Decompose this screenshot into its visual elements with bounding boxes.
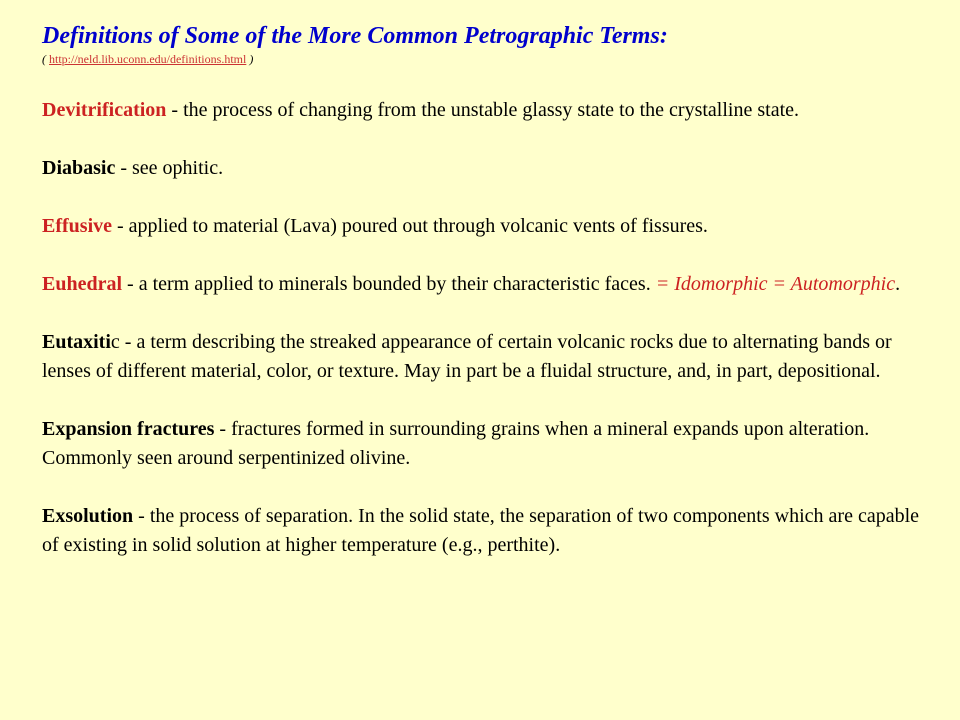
definition-text: - the process of separation. In the solid state, the separation of two components which are capable of existing in solid solution at higher temperature (e.g., perthite).	[42, 505, 920, 556]
term-diabasic: Diabasic	[42, 157, 116, 179]
definition-tail: .	[895, 273, 901, 295]
definition-exsolution	[42, 502, 922, 560]
term-euhedral: Euhedral	[42, 273, 123, 295]
source-close-paren: )	[246, 52, 254, 66]
definition-text: - a term applied to minerals bounded by their characteristic faces.	[122, 273, 656, 295]
definition-devitrification	[42, 96, 922, 125]
term-exsolution: Exsolution	[42, 505, 134, 527]
definition-eutaxitic	[42, 328, 922, 386]
source-open-paren: (	[42, 52, 49, 66]
synonyms: = Idomorphic = Automorphic	[655, 273, 896, 295]
page-title: Definitions of Some of the More Common Petrographic Terms:	[42, 23, 668, 49]
definition-text: - see ophitic.	[115, 157, 224, 179]
definition-text: - applied to material (Lava) poured out through volcanic vents of fissures.	[112, 215, 708, 237]
definition-text: - fractures formed in surrounding grains when a mineral expands upon alteration. Commonly seen around serpentinized olivine.	[42, 418, 870, 469]
definition-diabasic	[42, 154, 922, 183]
term-eutaxitic: Eutaxiti	[42, 331, 111, 353]
definition-euhedral	[42, 270, 922, 299]
term-devitrification: Devitrification	[42, 99, 167, 121]
slide	[42, 22, 922, 589]
definition-text: - a term describing the streaked appearance of certain volcanic rocks due to alternating bands or lenses of different material, color, or texture. May in part be a fluidal structure, and, in part, depositional.	[42, 331, 892, 382]
definition-effusive	[42, 212, 922, 241]
definitions-list	[42, 96, 922, 560]
source-link[interactable]: http://neld.lib.uconn.edu/definitions.html	[49, 52, 247, 66]
definition-expansion-fractures	[42, 415, 922, 473]
source-citation	[42, 52, 922, 66]
definition-text: - the process of changing from the unstable glassy state to the crystalline state.	[166, 99, 800, 121]
term-eutaxitic-rest: c	[110, 331, 120, 353]
term-effusive: Effusive	[42, 215, 112, 237]
term-expansion-fractures: Expansion fractures	[42, 418, 215, 440]
